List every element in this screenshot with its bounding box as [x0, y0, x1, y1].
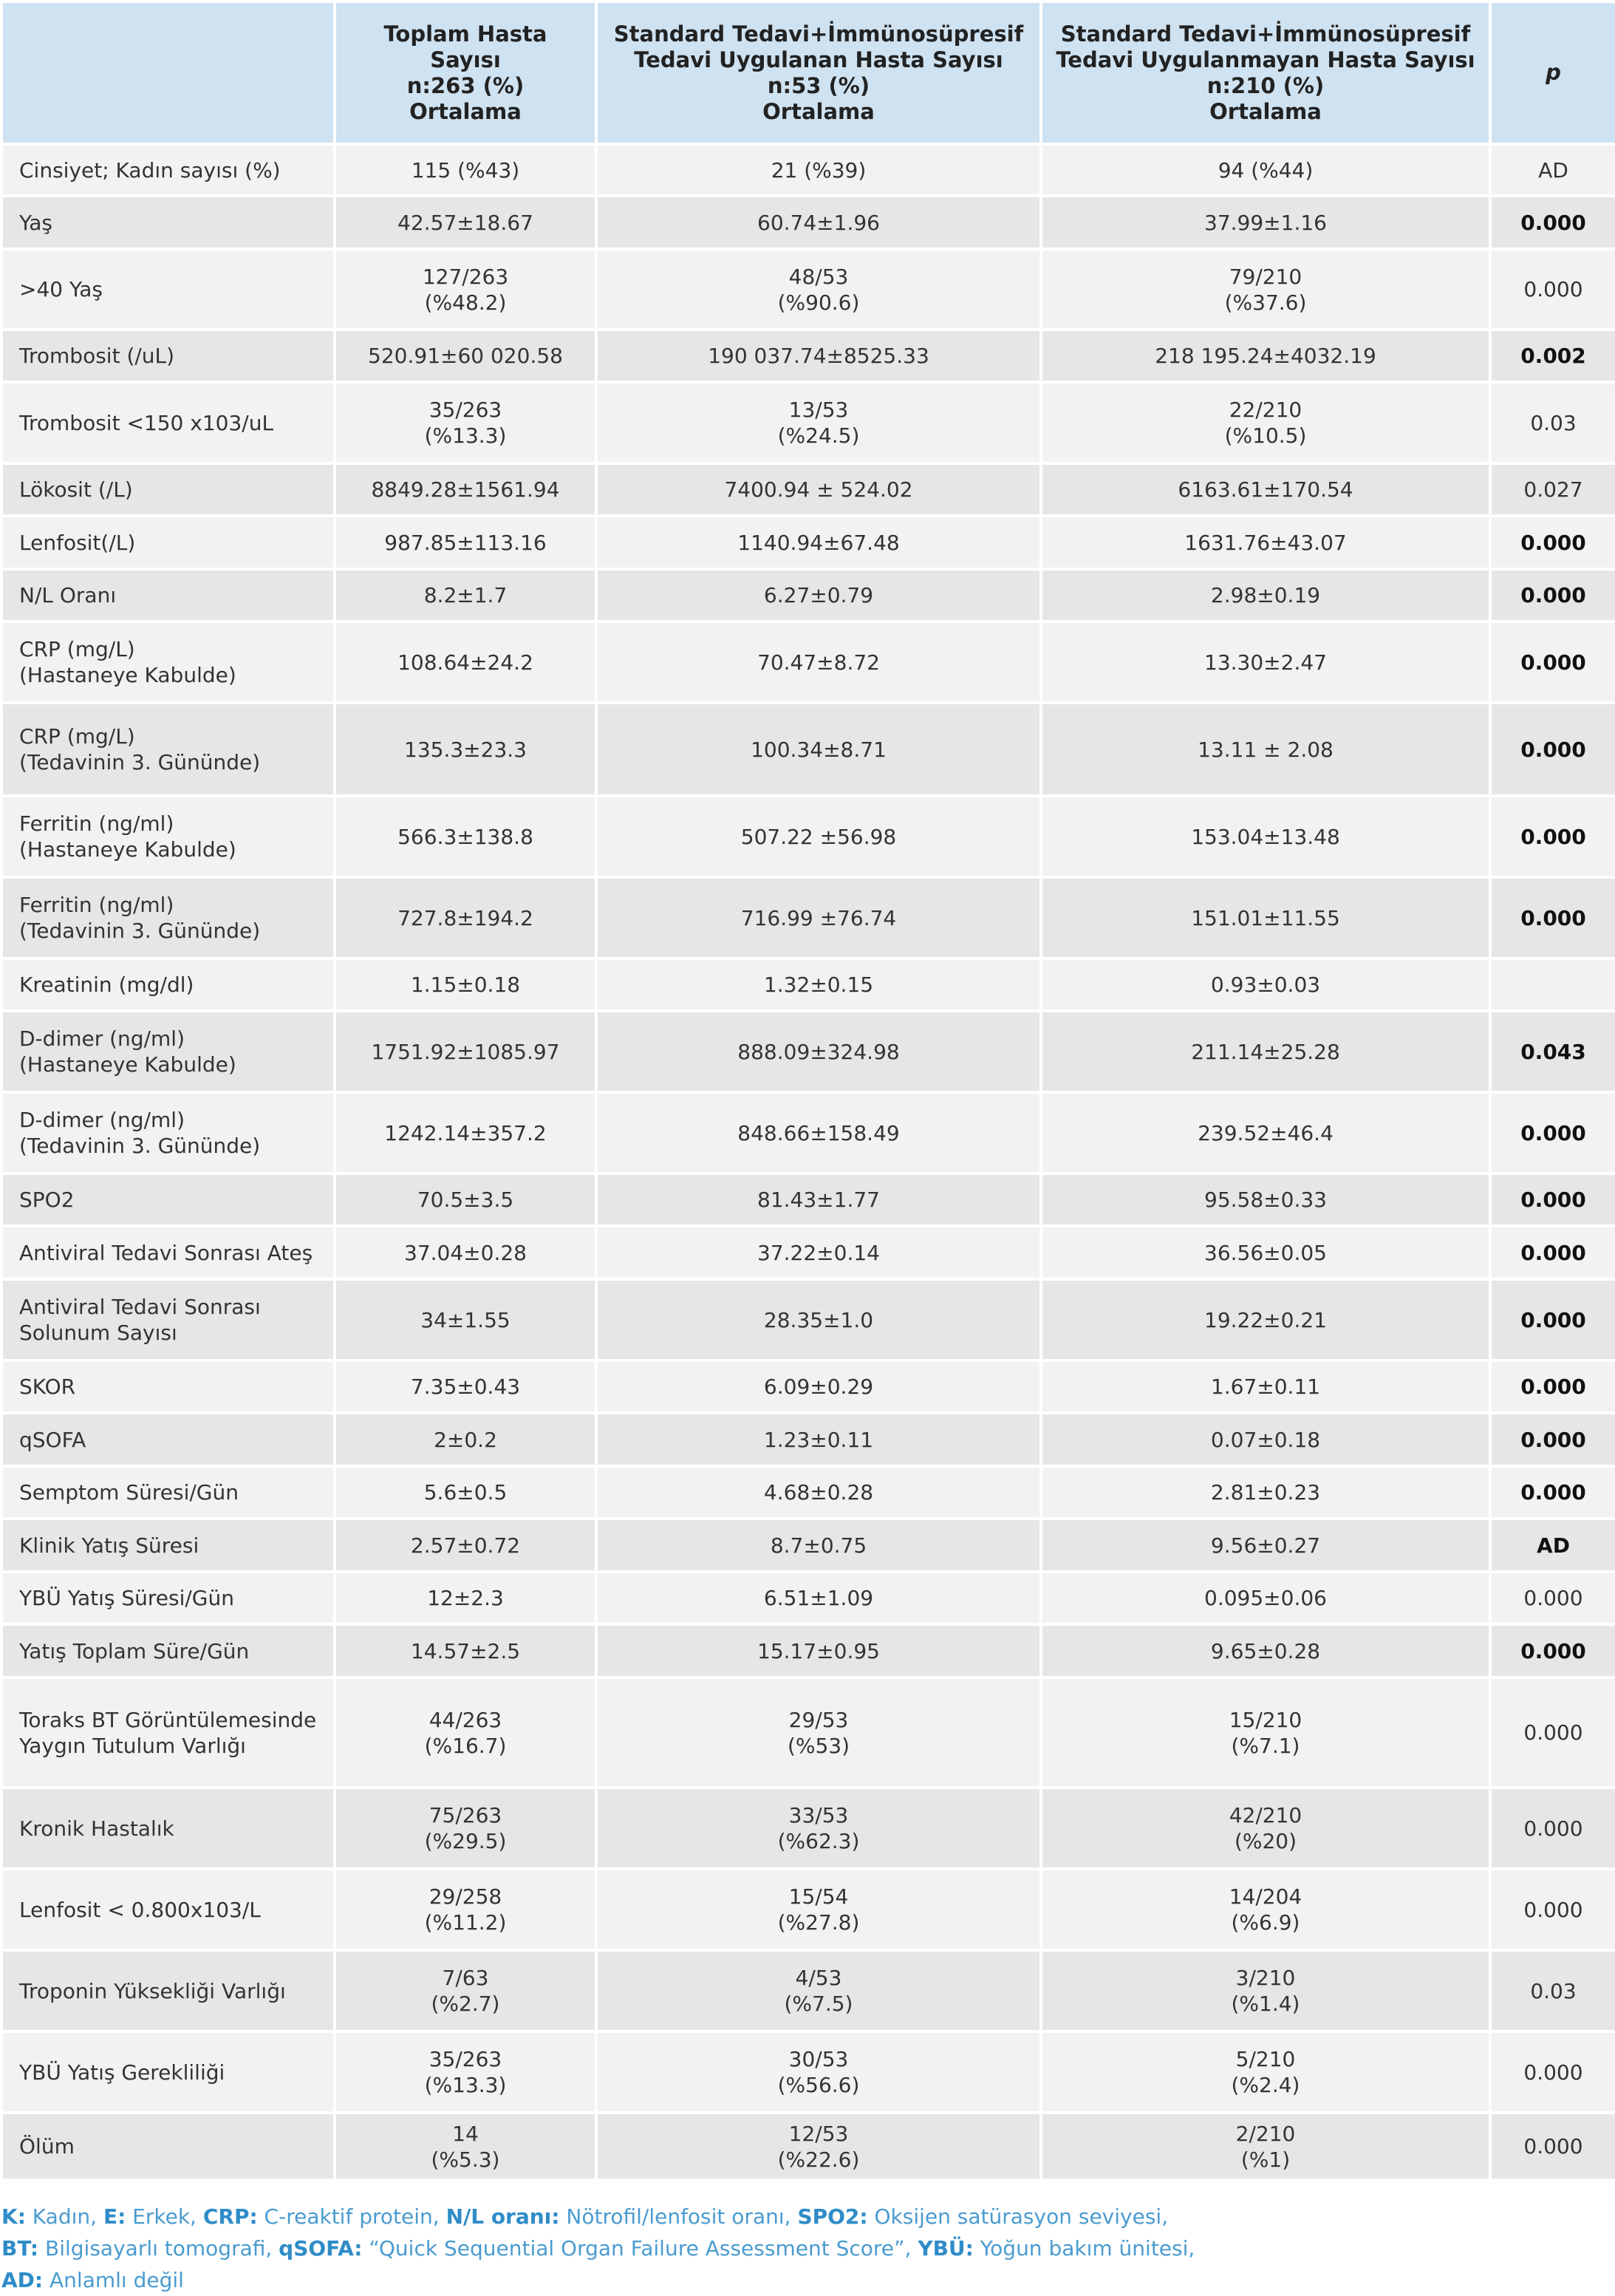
- cell-total: 75/263 (%29.5): [335, 1788, 596, 1869]
- cell-untreated: 36.56±0.05: [1041, 1226, 1490, 1279]
- abbreviation-definition: Kadın,: [25, 2204, 103, 2229]
- cell-untreated: 239.52±46.4: [1041, 1092, 1490, 1173]
- cell-p-value: 0.027: [1490, 463, 1615, 516]
- cell-treated: 4.68±0.28: [596, 1466, 1041, 1519]
- abbreviation-key: K:: [1, 2204, 26, 2229]
- row-label: Semptom Süresi/Gün: [1, 1466, 335, 1519]
- table-header: [1, 1, 1615, 144]
- cell-p-value: 0.000: [1490, 516, 1615, 569]
- abbreviation-definition: “Quick Sequential Organ Failure Assessment Score”,: [362, 2236, 918, 2261]
- row-label: Lenfosit(/L): [1, 516, 335, 569]
- cell-treated: 60.74±1.96: [596, 196, 1041, 249]
- cell-total: 2.57±0.72: [335, 1519, 596, 1572]
- row-label: Trombosit (/uL): [1, 330, 335, 382]
- table-row: [1, 1519, 1615, 1572]
- header-total-patients: Toplam Hasta Sayısı n:263 (%) Ortalama: [335, 1, 596, 144]
- cell-total: 520.91±60 020.58: [335, 330, 596, 382]
- cell-p-value: 0.03: [1490, 1950, 1615, 2031]
- cell-untreated: 0.095±0.06: [1041, 1572, 1490, 1624]
- cell-p-value: 0.000: [1490, 621, 1615, 703]
- cell-p-value: 0.000: [1490, 1788, 1615, 1869]
- cell-total: 12±2.3: [335, 1572, 596, 1624]
- row-label: Klinik Yatış Süresi: [1, 1519, 335, 1572]
- row-label: >40 Yaş: [1, 249, 335, 330]
- table-row: [1, 249, 1615, 330]
- cell-untreated: 2/210 (%1): [1041, 2113, 1490, 2180]
- cell-treated: 21 (%39): [596, 144, 1041, 196]
- cell-p-value: 0.000: [1490, 249, 1615, 330]
- table-row: [1, 1011, 1615, 1092]
- cell-p-value: 0.000: [1490, 703, 1615, 796]
- cell-untreated: 37.99±1.16: [1041, 196, 1490, 249]
- row-label: Kronik Hastalık: [1, 1788, 335, 1869]
- row-label: Yatış Toplam Süre/Gün: [1, 1624, 335, 1677]
- row-label: SKOR: [1, 1360, 335, 1413]
- cell-total: 14.57±2.5: [335, 1624, 596, 1677]
- row-label: Ölüm: [1, 2113, 335, 2180]
- cell-treated: 1140.94±67.48: [596, 516, 1041, 569]
- cell-p-value: 0.000: [1490, 196, 1615, 249]
- cell-untreated: 3/210 (%1.4): [1041, 1950, 1490, 2031]
- abbreviation-key: N/L oranı:: [445, 2204, 560, 2229]
- table-row: [1, 958, 1615, 1011]
- cell-treated: 15.17±0.95: [596, 1624, 1041, 1677]
- cell-total: 987.85±113.16: [335, 516, 596, 569]
- cell-p-value: 0.000: [1490, 1677, 1615, 1788]
- cell-treated: 70.47±8.72: [596, 621, 1041, 703]
- cell-total: 7/63 (%2.7): [335, 1950, 596, 2031]
- row-label: YBÜ Yatış Gerekliliği: [1, 2031, 335, 2113]
- abbreviation-definition: C-reaktif protein,: [257, 2204, 446, 2229]
- footnote-line: [1, 2232, 1615, 2264]
- cell-untreated: 5/210 (%2.4): [1041, 2031, 1490, 2113]
- header-treated-patients: Standard Tedavi+İmmünosüpresif Tedavi Uygulanan Hasta Sayısı n:53 (%) Ortalama: [596, 1, 1041, 144]
- cell-untreated: 153.04±13.48: [1041, 796, 1490, 877]
- abbreviation-key: SPO2:: [797, 2204, 868, 2229]
- cell-total: 566.3±138.8: [335, 796, 596, 877]
- cell-total: 70.5±3.5: [335, 1173, 596, 1226]
- table-row: [1, 382, 1615, 463]
- cell-treated: 100.34±8.71: [596, 703, 1041, 796]
- cell-total: 8849.28±1561.94: [335, 463, 596, 516]
- cell-untreated: 2.98±0.19: [1041, 569, 1490, 621]
- cell-total: 127/263 (%48.2): [335, 249, 596, 330]
- row-label: CRP (mg/L) (Tedavinin 3. Gününde): [1, 703, 335, 796]
- cell-treated: 888.09±324.98: [596, 1011, 1041, 1092]
- abbreviation-definition: Anlamlı değil: [43, 2268, 184, 2292]
- table-row: [1, 1092, 1615, 1173]
- cell-treated: 6.09±0.29: [596, 1360, 1041, 1413]
- row-label: Ferritin (ng/ml) (Hastaneye Kabulde): [1, 796, 335, 877]
- cell-total: 2±0.2: [335, 1413, 596, 1466]
- row-label: D-dimer (ng/ml) (Hastaneye Kabulde): [1, 1011, 335, 1092]
- table-row: [1, 1360, 1615, 1413]
- row-label: Lenfosit < 0.800x103/L: [1, 1869, 335, 1950]
- table-row: [1, 516, 1615, 569]
- cell-untreated: 0.93±0.03: [1041, 958, 1490, 1011]
- cell-treated: 6.51±1.09: [596, 1572, 1041, 1624]
- abbreviation-key: E:: [103, 2204, 126, 2229]
- cell-p-value: 0.000: [1490, 1572, 1615, 1624]
- cell-total: 37.04±0.28: [335, 1226, 596, 1279]
- row-label: N/L Oranı: [1, 569, 335, 621]
- row-label: Yaş: [1, 196, 335, 249]
- cell-total: 727.8±194.2: [335, 877, 596, 958]
- cell-treated: 1.23±0.11: [596, 1413, 1041, 1466]
- table-row: [1, 1173, 1615, 1226]
- cell-untreated: 94 (%44): [1041, 144, 1490, 196]
- cell-p-value: 0.043: [1490, 1011, 1615, 1092]
- row-label: YBÜ Yatış Süresi/Gün: [1, 1572, 335, 1624]
- header-untreated-patients: Standard Tedavi+İmmünosüpresif Tedavi Uygulanmayan Hasta Sayısı n:210 (%) Ortalama: [1041, 1, 1490, 144]
- cell-p-value: 0.000: [1490, 1869, 1615, 1950]
- cell-p-value: 0.000: [1490, 1624, 1615, 1677]
- row-label: SPO2: [1, 1173, 335, 1226]
- footnote-line: [1, 2264, 1615, 2296]
- cell-p-value: 0.000: [1490, 1413, 1615, 1466]
- abbreviation-key: CRP:: [202, 2204, 258, 2229]
- cell-p-value: [1490, 958, 1615, 1011]
- table-row: [1, 703, 1615, 796]
- abbreviation-definition: Yoğun bakım ünitesi,: [973, 2236, 1195, 2261]
- table-row: [1, 2031, 1615, 2113]
- abbreviation-key: AD:: [1, 2268, 44, 2292]
- cell-untreated: 22/210 (%10.5): [1041, 382, 1490, 463]
- cell-p-value: 0.002: [1490, 330, 1615, 382]
- table-row: [1, 1572, 1615, 1624]
- row-label: Lökosit (/L): [1, 463, 335, 516]
- table-body: [1, 144, 1615, 2180]
- table-footnote: [0, 2201, 1615, 2296]
- table-row: [1, 796, 1615, 877]
- header-p-value: p: [1490, 1, 1615, 144]
- table-row: [1, 1279, 1615, 1360]
- cell-treated: 37.22±0.14: [596, 1226, 1041, 1279]
- cell-p-value: 0.000: [1490, 877, 1615, 958]
- cell-treated: 28.35±1.0: [596, 1279, 1041, 1360]
- abbreviation-definition: Nötrofil/lenfosit oranı,: [559, 2204, 798, 2229]
- cell-total: 42.57±18.67: [335, 196, 596, 249]
- cell-untreated: 95.58±0.33: [1041, 1173, 1490, 1226]
- cell-p-value: 0.000: [1490, 1466, 1615, 1519]
- row-label: CRP (mg/L) (Hastaneye Kabulde): [1, 621, 335, 703]
- footnote-line: [1, 2201, 1615, 2232]
- cell-untreated: 0.07±0.18: [1041, 1413, 1490, 1466]
- abbreviation-key: YBÜ:: [918, 2236, 974, 2261]
- table-row: [1, 1226, 1615, 1279]
- table-row: [1, 1869, 1615, 1950]
- cell-untreated: 79/210 (%37.6): [1041, 249, 1490, 330]
- cell-total: 8.2±1.7: [335, 569, 596, 621]
- abbreviation-definition: Oksijen satürasyon seviyesi,: [867, 2204, 1169, 2229]
- table-row: [1, 196, 1615, 249]
- cell-untreated: 211.14±25.28: [1041, 1011, 1490, 1092]
- cell-untreated: 13.30±2.47: [1041, 621, 1490, 703]
- cell-total: 108.64±24.2: [335, 621, 596, 703]
- cell-p-value: 0.000: [1490, 1092, 1615, 1173]
- cell-total: 7.35±0.43: [335, 1360, 596, 1413]
- cell-treated: 33/53 (%62.3): [596, 1788, 1041, 1869]
- cell-untreated: 14/204 (%6.9): [1041, 1869, 1490, 1950]
- cell-p-value: 0.000: [1490, 569, 1615, 621]
- cell-total: 44/263 (%16.7): [335, 1677, 596, 1788]
- cell-treated: 7400.94 ± 524.02: [596, 463, 1041, 516]
- cell-untreated: 218 195.24±4032.19: [1041, 330, 1490, 382]
- table-row: [1, 330, 1615, 382]
- table-row: [1, 1413, 1615, 1466]
- cell-total: 1242.14±357.2: [335, 1092, 596, 1173]
- cell-total: 34±1.55: [335, 1279, 596, 1360]
- cell-untreated: 13.11 ± 2.08: [1041, 703, 1490, 796]
- cell-untreated: 151.01±11.55: [1041, 877, 1490, 958]
- cell-p-value: 0.03: [1490, 382, 1615, 463]
- cell-untreated: 9.56±0.27: [1041, 1519, 1490, 1572]
- cell-treated: 848.66±158.49: [596, 1092, 1041, 1173]
- cell-total: 14 (%5.3): [335, 2113, 596, 2180]
- cell-p-value: AD: [1490, 144, 1615, 196]
- cell-treated: 1.32±0.15: [596, 958, 1041, 1011]
- table-row: [1, 463, 1615, 516]
- row-label: Trombosit <150 x103/uL: [1, 382, 335, 463]
- table-row: [1, 1624, 1615, 1677]
- cell-p-value: 0.000: [1490, 2113, 1615, 2180]
- cell-total: 35/263 (%13.3): [335, 382, 596, 463]
- cell-total: 29/258 (%11.2): [335, 1869, 596, 1950]
- cell-untreated: 6163.61±170.54: [1041, 463, 1490, 516]
- abbreviation-definition: Bilgisayarlı tomografi,: [38, 2236, 279, 2261]
- cell-treated: 81.43±1.77: [596, 1173, 1041, 1226]
- row-label: Antiviral Tedavi Sonrası Solunum Sayısı: [1, 1279, 335, 1360]
- cell-treated: 4/53 (%7.5): [596, 1950, 1041, 2031]
- cell-treated: 190 037.74±8525.33: [596, 330, 1041, 382]
- cell-total: 135.3±23.3: [335, 703, 596, 796]
- cell-untreated: 19.22±0.21: [1041, 1279, 1490, 1360]
- row-label: Toraks BT Görüntülemesinde Yaygın Tutulum Varlığı: [1, 1677, 335, 1788]
- cell-treated: 48/53 (%90.6): [596, 249, 1041, 330]
- row-label: Ferritin (ng/ml) (Tedavinin 3. Gününde): [1, 877, 335, 958]
- cell-p-value: 0.000: [1490, 1279, 1615, 1360]
- cell-untreated: 2.81±0.23: [1041, 1466, 1490, 1519]
- row-label: Antiviral Tedavi Sonrası Ateş: [1, 1226, 335, 1279]
- cell-untreated: 42/210 (%20): [1041, 1788, 1490, 1869]
- cell-treated: 13/53 (%24.5): [596, 382, 1041, 463]
- cell-treated: 30/53 (%56.6): [596, 2031, 1041, 2113]
- cell-p-value: 0.000: [1490, 1360, 1615, 1413]
- row-label: Troponin Yüksekliği Varlığı: [1, 1950, 335, 2031]
- table-row: [1, 1466, 1615, 1519]
- cell-treated: 12/53 (%22.6): [596, 2113, 1041, 2180]
- cell-total: 5.6±0.5: [335, 1466, 596, 1519]
- cell-p-value: 0.000: [1490, 796, 1615, 877]
- cell-treated: 15/54 (%27.8): [596, 1869, 1041, 1950]
- cell-untreated: 15/210 (%7.1): [1041, 1677, 1490, 1788]
- table-row: [1, 1677, 1615, 1788]
- table-row: [1, 877, 1615, 958]
- cell-total: 1751.92±1085.97: [335, 1011, 596, 1092]
- table-row: [1, 569, 1615, 621]
- cell-p-value: 0.000: [1490, 1173, 1615, 1226]
- abbreviation-definition: Erkek,: [126, 2204, 203, 2229]
- cell-p-value: 0.000: [1490, 1226, 1615, 1279]
- cell-treated: 716.99 ±76.74: [596, 877, 1041, 958]
- cell-treated: 6.27±0.79: [596, 569, 1041, 621]
- row-label: Kreatinin (mg/dl): [1, 958, 335, 1011]
- cell-untreated: 9.65±0.28: [1041, 1624, 1490, 1677]
- table-row: [1, 144, 1615, 196]
- row-label: qSOFA: [1, 1413, 335, 1466]
- row-label: Cinsiyet; Kadın sayısı (%): [1, 144, 335, 196]
- cell-p-value: 0.000: [1490, 2031, 1615, 2113]
- cell-p-value: AD: [1490, 1519, 1615, 1572]
- table-row: [1, 1950, 1615, 2031]
- cell-total: 115 (%43): [335, 144, 596, 196]
- cell-total: 35/263 (%13.3): [335, 2031, 596, 2113]
- cell-treated: 507.22 ±56.98: [596, 796, 1041, 877]
- cell-untreated: 1631.76±43.07: [1041, 516, 1490, 569]
- abbreviation-key: qSOFA:: [279, 2236, 363, 2261]
- header-parameter: [1, 1, 335, 144]
- cell-untreated: 1.67±0.11: [1041, 1360, 1490, 1413]
- cell-treated: 29/53 (%53): [596, 1677, 1041, 1788]
- table-row: [1, 621, 1615, 703]
- table-row: [1, 1788, 1615, 1869]
- header-row: [1, 1, 1615, 144]
- table-row: [1, 2113, 1615, 2180]
- row-label: D-dimer (ng/ml) (Tedavinin 3. Gününde): [1, 1092, 335, 1173]
- cell-total: 1.15±0.18: [335, 958, 596, 1011]
- abbreviation-key: BT:: [1, 2236, 39, 2261]
- cell-treated: 8.7±0.75: [596, 1519, 1041, 1572]
